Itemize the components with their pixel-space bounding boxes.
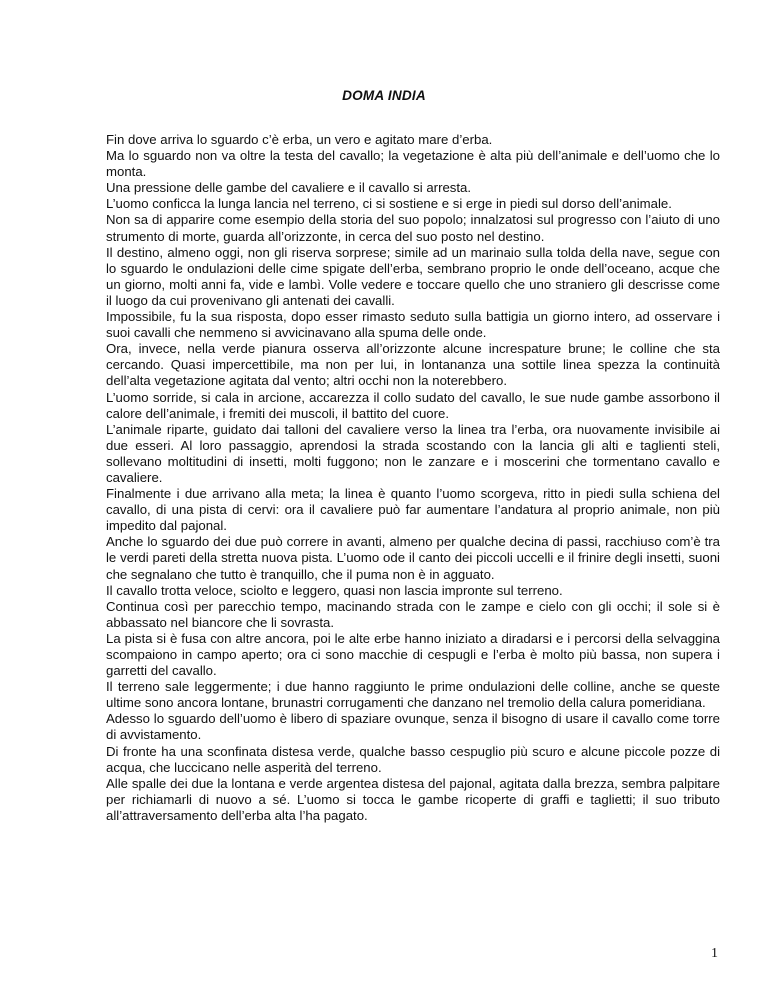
paragraph: Adesso lo sguardo dell’uomo è libero di spaziare ovunque, senza il bisogno di usare il cavallo come torre di avvistamento. <box>106 711 720 743</box>
paragraph: Fin dove arriva lo sguardo c’è erba, un vero e agitato mare d’erba. <box>106 132 493 147</box>
paragraph: Finalmente i due arrivano alla meta; la linea è quanto l’uomo scorgeva, ritto in piedi sulla schiena del cavallo, di una pista di cervi: ora il cavaliere può far aumentare l’andatura al proprio animale, non più impedito dal pajonal. <box>106 486 720 534</box>
body-text <box>106 132 720 824</box>
paragraph: Il destino, almeno oggi, non gli riserva sorprese; simile ad un marinaio sulla tolda della nave, segue con lo sguardo le ondulazioni delle cime spigate dell’erba, sembrano proprio le onde dell’oceano, acque che un giorno, molti anni fa, vide e lambì. Volle vedere e toccare quello che uno straniero gli descrisse come il luogo da cui provenivano gli antenati dei cavalli. <box>106 244 720 308</box>
page-number: 1 <box>711 946 718 961</box>
paragraph: Ora, invece, nella verde pianura osserva all’orizzonte alcune increspature brune; le colline che sta cercando. Quasi impercettibile, ma non per lui, in lontananza una sottile linea spezza la continuità dell’alta vegetazione agitata dal vento; altri occhi non la noterebbero. <box>106 341 720 389</box>
paragraph: L’animale riparte, guidato dai talloni del cavaliere verso la linea tra l’erba, ora nuovamente invisibile ai due esseri. Al loro passaggio, aprendosi la strada scostando con la lancia gli alti e taglienti steli, sollevano moltitudini di insetti, molti fuggono; non le zanzare e i moscerini che tormentano cavallo e cavaliere. <box>106 421 720 485</box>
paragraph: Il terreno sale leggermente; i due hanno raggiunto le prime ondulazioni delle colline, anche se queste ultime sono ancora lontane, brunastri corrugamenti che danzano nel tremolio della calura pomeridiana. <box>106 679 720 711</box>
paragraph: Alle spalle dei due la lontana e verde argentea distesa del pajonal, agitata dalla brezza, sembra palpitare per richiamarli di nuovo a sé. L’uomo si tocca le gambe ricoperte di graffi e taglietti; il suo tributo all’attraversamento dell’erba alta l’ha pagato. <box>106 775 720 823</box>
paragraph: L’uomo sorride, si cala in arcione, accarezza il collo sudato del cavallo, le sue nude gambe assorbono il calore dell’animale, i fremiti dei muscoli, il battito del cuore. <box>106 389 720 421</box>
page-title: DOMA INDIA <box>342 88 426 103</box>
paragraph: La pista si è fusa con altre ancora, poi le alte erbe hanno iniziato a diradarsi e i percorsi della selvaggina scompaiono in campo aperto; ora ci sono macchie di cespugli e l’erba è molto più bassa, non supera i garretti del cavallo. <box>106 630 720 679</box>
paragraph: Ma lo sguardo non va oltre la testa del cavallo; la vegetazione è alta più dell’animale e dell’uomo che lo monta. <box>106 148 720 180</box>
paragraph: Impossibile, fu la sua risposta, dopo esser rimasto seduto sulla battigia un giorno intero, ad osservare i suoi cavalli che nemmeno si avvicinavano alla spuma delle onde. <box>106 309 720 341</box>
paragraph: Non sa di apparire come esempio della storia del suo popolo; innalzatosi sul progresso con l’aiuto di uno strumento di morte, guarda all’orizzonte, in cerca del suo posto nel destino. <box>106 212 720 244</box>
paragraph: Anche lo sguardo dei due può correre in avanti, almeno per qualche decina di passi, racchiuso com’è tra le verdi pareti della stretta nuova pista. L’uomo ode il canto dei piccoli uccelli e il frinire degli insetti, suoni che segnalano che tutto è tranquillo, che il puma non è in agguato. <box>106 534 720 582</box>
paragraph: Continua così per parecchio tempo, macinando strada con le zampe e cielo con gli occhi; il sole si è abbassato nel biancore che li sovrasta. <box>106 598 720 630</box>
paragraph: Di fronte ha una sconfinata distesa verde, qualche basso cespuglio più scuro e alcune piccole pozze di acqua, che luccicano nelle asperità del terreno. <box>106 743 720 775</box>
paragraph: Il cavallo trotta veloce, sciolto e leggero, quasi non lascia impronte sul terreno. <box>106 582 563 598</box>
paragraph: Una pressione delle gambe del cavaliere e il cavallo si arresta. <box>106 180 472 196</box>
paragraph: L’uomo conficca la lunga lancia nel terreno, ci si sostiene e si erge in piedi sul dorso dell’animale. <box>106 196 672 212</box>
